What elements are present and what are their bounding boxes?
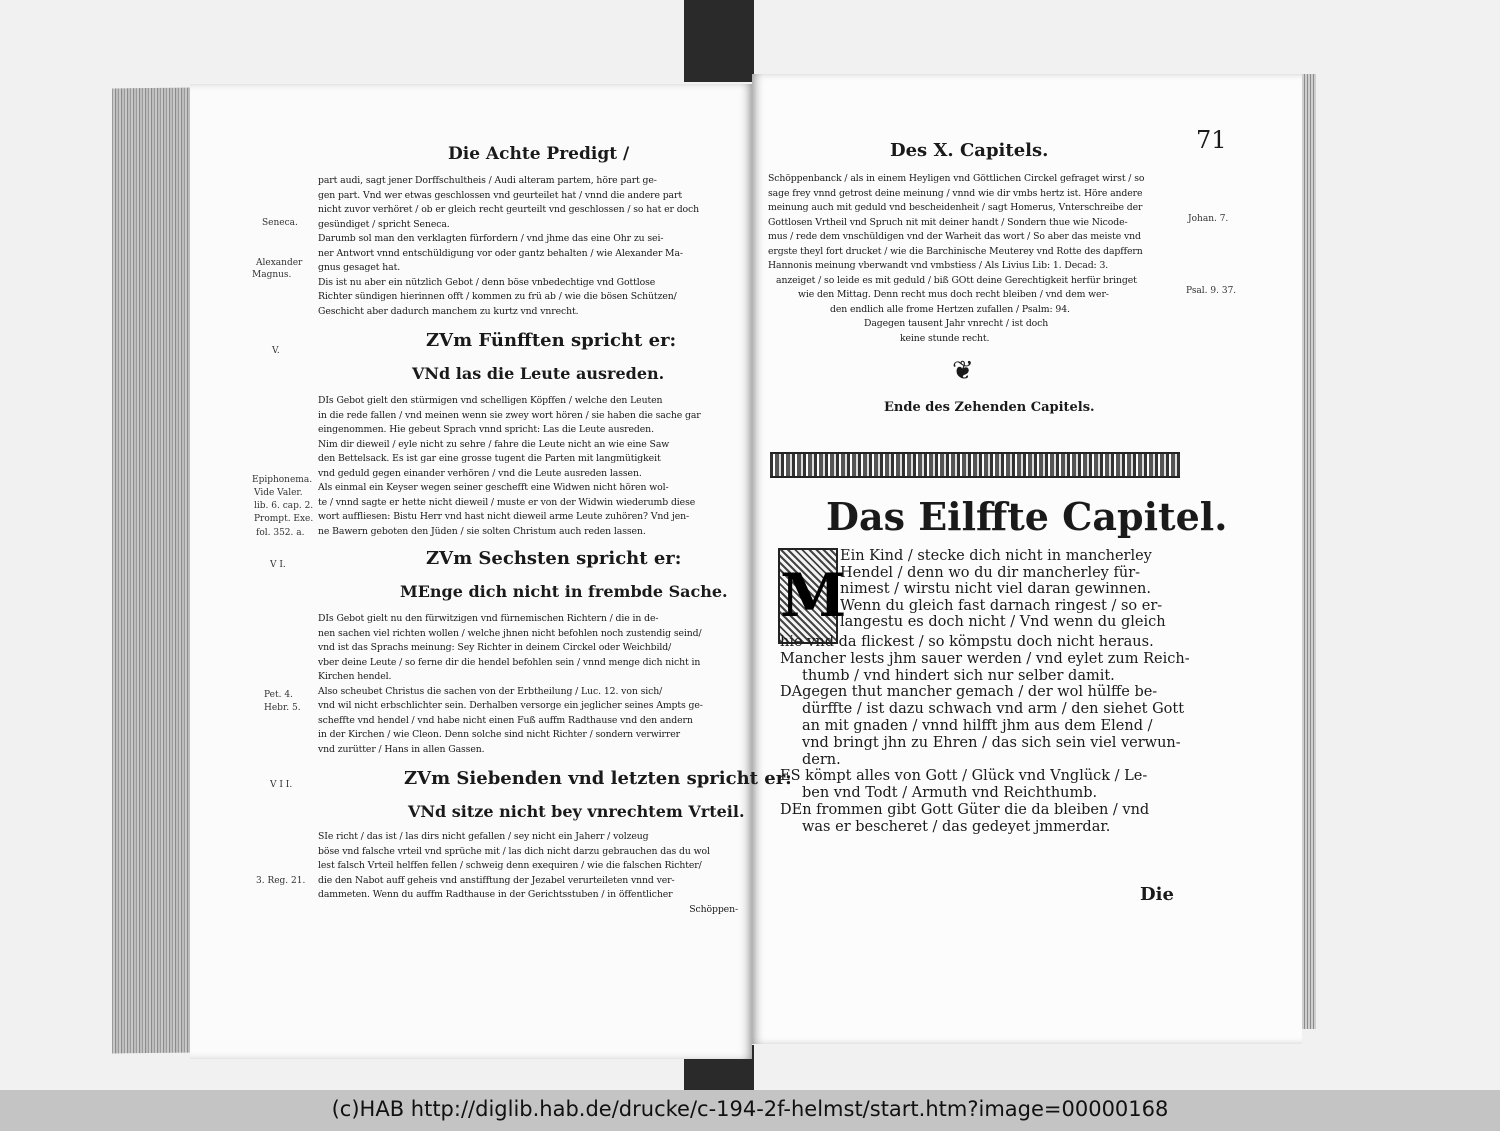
text-line: Also scheubet Christus die sachen von der Erbtheilung / Luc. 12. von sich/ [318, 685, 663, 697]
text-line: dürffte / ist dazu schwach vnd arm / den siehet Gott [802, 701, 1185, 718]
text-line: scheffte vnd hendel / vnd habe nicht einen Fuß auffm Radthause vnd den andern [318, 714, 693, 726]
text-line: Wenn du gleich fast darnach ringest / so er- [840, 597, 1163, 614]
text-line: Nim dir dieweil / eyle nicht zu sehre / fahre die Leute nicht an wie eine Saw [318, 438, 670, 450]
copyright-url: (c)HAB http://diglib.hab.de/drucke/c-194-2f-helmst/start.htm?image=00000168 [331, 1097, 1169, 1121]
margin-note: Prompt. Exe. [254, 514, 314, 524]
left-paragraph-1 [318, 174, 699, 319]
decorative-border [770, 452, 1180, 478]
chapter-end: Ende des Zehenden Capitels. [884, 400, 1095, 415]
left-paragraph-3 [318, 612, 703, 757]
text-line: Mancher lests jhm sauer werden / vnd eylet zum Reich- [780, 650, 1190, 667]
margin-note: Psal. 9. 37. [1186, 286, 1237, 296]
text-line: in die rede fallen / vnd meinen wenn sie zwey wort hören / sie haben die sache gar [318, 409, 701, 421]
text-line: was er bescheret / das gedeyet jmmerdar. [802, 818, 1111, 835]
text-line: Schöppenbanck / als in einem Heyligen vnd Göttlichen Circkel gefraget wirst / so [768, 173, 1145, 184]
text-line: nicht zuvor verhöret / ob er gleich recht geurteilt vnd geschlossen / so hat er doch [318, 204, 700, 215]
gutter-shadow-top [684, 0, 754, 82]
margin-note: Seneca. [262, 218, 298, 228]
fleuron-ornament: ❦ [952, 356, 974, 386]
text-line: Ein Kind / stecke dich nicht in mancherley [840, 548, 1152, 564]
text-line: gesündiget / spricht Seneca. [318, 218, 450, 230]
margin-note: Hebr. 5. [264, 703, 301, 713]
text-line: DAgegen thut mancher gemach / der wol hülffe be- [780, 684, 1158, 701]
book-edge-left [112, 88, 198, 1054]
text-line: an mit gnaden / vnnd hilfft jhm aus dem Elend / [802, 717, 1153, 734]
text-line: ne Bawern geboten den Jüden / sie solten Christum auch reden lassen. [318, 525, 646, 537]
text-line: die den Nabot auff geheis vnd anstifftung der Jezabel verurteileten vnnd ver- [318, 874, 675, 886]
text-line: ner Antwort vnnd entschüldigung vor oder gantz behalten / wie Alexander Ma- [318, 247, 683, 259]
text-line: vber deine Leute / so ferne dir die hendel befohlen sein / vnnd menge dich nicht in [318, 656, 701, 668]
page-number: 71 [1196, 126, 1227, 154]
left-page-header: Die Achte Predigt / [448, 144, 630, 164]
section-subheading-6: MEnge dich nicht in frembde Sache. [400, 582, 728, 601]
text-line: part audi, sagt jener Dorffschultheis / Audi alteram partem, höre part ge- [318, 175, 657, 186]
text-line: ES kömpt alles von Gott / Glück vnd Vnglück / Le- [780, 768, 1148, 785]
margin-note: lib. 6. cap. 2. [254, 501, 314, 511]
text-line: meinung auch mit geduld vnd bescheidenheit / sagt Homerus, Vnterschreibe der [768, 202, 1143, 213]
text-line: DEn frommen gibt Gott Güter die da bleiben / vnd [780, 801, 1150, 818]
margin-note: Johan. 7. [1188, 214, 1229, 224]
left-paragraph-2 [318, 394, 701, 539]
text-line: hie vnd da flickest / so kömpstu doch nicht heraus. [780, 634, 1154, 650]
text-line: keine stunde recht. [900, 332, 990, 344]
text-line: nimest / wirstu nicht viel daran gewinnen. [840, 581, 1151, 598]
margin-note: fol. 352. a. [256, 528, 305, 538]
margin-note: V I I. [270, 780, 293, 790]
section-heading-7: ZVm Siebenden vnd letzten spricht er: [404, 768, 792, 789]
section-subheading-7: VNd sitze nicht bey vnrechtem Vrteil. [408, 802, 745, 821]
text-line: Richter sündigen hierinnen offt / kommen zu frü ab / wie die bösen Schützen/ [318, 291, 677, 302]
text-line: den endlich alle frome Hertzen zufallen / Psalm: 94. [830, 303, 1070, 315]
text-line: Dagegen tausent Jahr vnrecht / ist doch [864, 318, 1049, 329]
text-line: dern. [802, 751, 841, 768]
margin-note: Pet. 4. [264, 690, 293, 700]
text-line: Darumb sol man den verklagten fürfordern / vnd jhme das eine Ohr zu sei- [318, 233, 664, 244]
text-line: wie den Mittag. Denn recht mus doch recht bleiben / vnd dem wer- [798, 289, 1109, 300]
left-paragraph-4 [318, 830, 738, 917]
text-line: nen sachen viel richten wollen / welche jhnen nicht befohlen noch zustendig seind/ [318, 627, 702, 639]
text-line: vnd bringt jhn zu Ehren / das sich sein viel verwun- [802, 734, 1181, 751]
text-line: Gottlosen Vrtheil vnd Spruch nit mit deiner handt / Sondern thue wie Nicode- [768, 216, 1128, 228]
text-line: mus / rede dem vnschüldigen vnd der Warheit das wort / So aber das meiste vnd [768, 231, 1141, 242]
text-line: Geschicht aber dadurch manchem zu kurtz vnd vnrecht. [318, 305, 579, 317]
text-line: dammeten. Wenn du auffm Radthause in der Gerichtsstuben / in öffentlicher [318, 889, 673, 900]
decorated-initial: M [778, 548, 838, 644]
text-line: langestu es doch nicht / Vnd wenn du gleich [840, 614, 1166, 631]
text-line: SIe richt / das ist / las dirs nicht gefallen / sey nicht ein Jaherr / volzeug [318, 831, 649, 842]
margin-note: Alexander [256, 258, 303, 268]
margin-note: Epiphonema. [252, 475, 313, 485]
text-line: böse vnd falsche vrteil vnd sprüche mit / las dich nicht darzu gebrauchen das du wol [318, 845, 710, 857]
chapter-text [780, 634, 1190, 836]
margin-note: V. [272, 346, 280, 356]
text-line: vnd zurütter / Hans in allen Gassen. [318, 743, 485, 755]
chapter-indented-text [840, 548, 1166, 631]
catchword: Schöppen- [689, 903, 738, 915]
text-line: sage frey vnnd getrost deine meinung / vnnd wie dir vmbs hertz ist. Höre andere [768, 187, 1143, 199]
text-line: in der Kirchen / wie Cleon. Denn solche sind nicht Richter / sondern verwirrer [318, 729, 680, 740]
text-line: thumb / vnd hindert sich nur selber damit. [802, 667, 1115, 684]
text-line: te / vnnd sagte er hette nicht dieweil / muste er von der Widwin wiederumb diese [318, 496, 696, 508]
text-line: lest falsch Vrteil helffen fellen / schweig denn exequiren / wie die falschen Richter/ [318, 860, 702, 871]
margin-note: 3. Reg. 21. [256, 876, 306, 886]
text-line: DIs Gebot gielt den stürmigen vnd schelligen Köpffen / welche den Leuten [318, 395, 663, 406]
margin-note: V I. [270, 560, 286, 570]
right-page-header: Des X. Capitels. [890, 140, 1049, 161]
text-line: ben vnd Todt / Armuth vnd Reichthumb. [802, 785, 1098, 802]
text-line: Kirchen hendel. [318, 671, 392, 682]
text-line: Hannonis meinung vberwandt vnd vmbstiess / Als Livius Lib: 1. Decad: 3. [768, 260, 1109, 271]
text-line: vnd wil nicht erbschlichter sein. Derhalben versorge ein jeglicher seines Ampts ge- [318, 700, 703, 711]
text-line: Hendel / denn wo du dir mancherley für- [840, 564, 1141, 581]
catchword: Die [1140, 884, 1174, 905]
margin-note: Magnus. [252, 270, 292, 280]
section-heading-6: ZVm Sechsten spricht er: [426, 548, 682, 569]
section-subheading-5: VNd las die Leute ausreden. [412, 364, 665, 383]
section-heading-5: ZVm Fünfften spricht er: [426, 330, 677, 351]
text-line: DIs Gebot gielt nu den fürwitzigen vnd fürnemischen Richtern / die in de- [318, 613, 659, 624]
text-line: eingenommen. Hie gebeut Sprach vnnd spricht: Las die Leute ausreden. [318, 424, 654, 435]
text-line: gen part. Vnd wer etwas geschlossen vnd geurteilet hat / vnnd die andere part [318, 189, 682, 201]
text-line: Als einmal ein Keyser wegen seiner geschefft eine Widwen nicht hören wol- [318, 482, 669, 493]
text-line: Dis ist nu aber ein nützlich Gebot / denn böse vnbedechtige vnd Gottlose [318, 276, 656, 288]
text-line: den Bettelsack. Es ist gar eine grosse tugent die Parten mit langmütigkeit [318, 453, 661, 464]
chapter-title: Das Eilffte Capitel. [826, 494, 1228, 539]
text-line: vnd ist das Sprachs meinung: Sey Richter in deinem Circkel oder Weichbild/ [318, 642, 672, 653]
margin-note: Vide Valer. [254, 488, 303, 498]
text-line: ergste theyl fort drucket / wie die Barchinische Meuterey vnd Rotte des dapffern [768, 245, 1143, 257]
text-line: gnus gesaget hat. [318, 262, 401, 273]
text-line: wort auffliesen: Bistu Herr vnd hast nicht dieweil arme Leute zuhören? Vnd jen- [318, 511, 690, 522]
text-line: anzeiget / so leide es mit geduld / biß GOtt deine Gerechtigkeit herfür bringet [776, 274, 1137, 286]
right-paragraph-1 [768, 172, 1144, 346]
text-line: vnd geduld gegen einander verhören / vnd die Leute ausreden lassen. [318, 467, 642, 479]
